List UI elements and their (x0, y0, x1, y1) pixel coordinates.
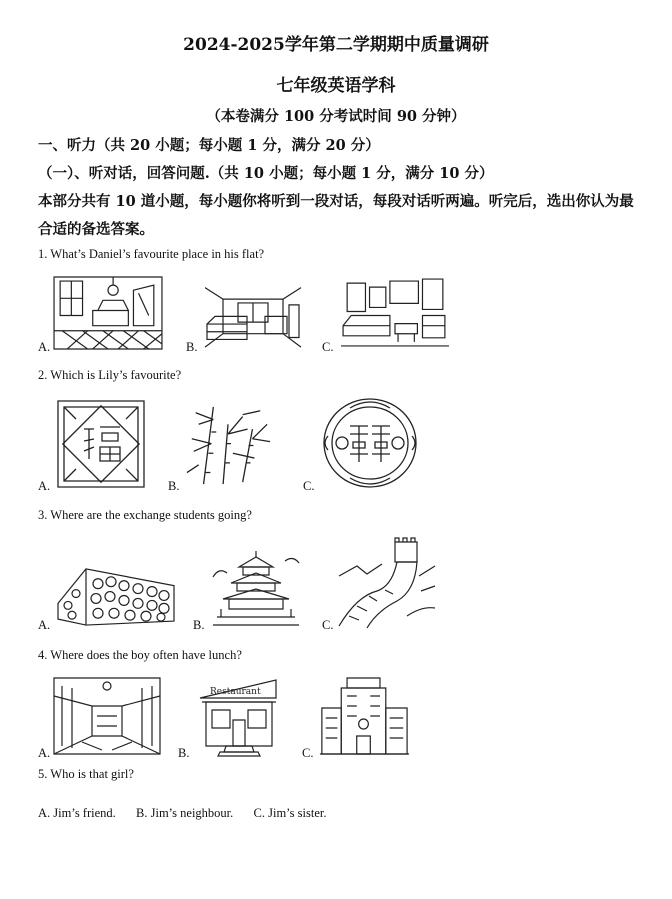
svg-text:Restaurant: Restaurant (210, 687, 261, 697)
q3-option-a-label[interactable]: A. (38, 618, 51, 632)
bedroom-picture[interactable] (203, 278, 303, 350)
exam-title: 2024-2025学年第二学期期中质量调研 (183, 35, 489, 55)
great-wall-picture[interactable] (337, 536, 437, 631)
canteen-picture[interactable] (52, 676, 162, 756)
q1-option-c-label[interactable]: C. (322, 340, 334, 354)
bamboo-painting-picture[interactable] (184, 405, 272, 487)
question-3-text: Where are the exchange students going? (50, 508, 252, 522)
question-2-text: Which is Lily’s favourite? (50, 368, 182, 382)
q5-option-a[interactable] (38, 806, 119, 820)
living-room-picture[interactable] (52, 275, 164, 351)
question-4-text: Where does the boy often have lunch? (50, 648, 242, 662)
question-2-number: 2. (38, 368, 48, 382)
question-2 (38, 368, 181, 383)
question-5-number: 5. (38, 767, 48, 781)
hospital-building-picture[interactable] (318, 676, 410, 756)
q1-option-a-label[interactable]: A. (38, 340, 51, 354)
fu-character-papercut-picture[interactable] (56, 399, 146, 489)
restaurant-picture[interactable] (196, 672, 281, 757)
question-1-number: 1. (38, 247, 48, 261)
q5-option-c[interactable] (254, 806, 327, 820)
q5-option-b-label: B. (136, 806, 148, 820)
q1-option-b-label[interactable]: B. (186, 340, 198, 354)
q5-option-c-label: C. (253, 806, 265, 820)
sitting-room-picture[interactable] (339, 275, 451, 351)
question-3-number: 3. (38, 508, 48, 522)
q3-option-c-label[interactable]: C. (322, 618, 334, 632)
q2-option-c-label[interactable]: C. (303, 479, 315, 493)
question-5 (38, 767, 134, 782)
q5-option-a-label: A. (38, 806, 51, 820)
exam-subject: 七年级英语学科 (276, 76, 396, 96)
q5-option-b[interactable] (136, 806, 236, 820)
q5-option-c-text: Jim’s sister. (268, 806, 327, 820)
q2-option-a-label[interactable]: A. (38, 479, 51, 493)
question-3 (38, 508, 252, 523)
q5-options (38, 806, 326, 821)
q3-option-b-label[interactable]: B. (193, 618, 205, 632)
temple-of-heaven-picture[interactable] (209, 547, 304, 632)
question-5-text: Who is that girl? (50, 767, 134, 781)
q4-option-a-label[interactable]: A. (38, 746, 51, 760)
question-1-text: What’s Daniel’s favourite place in his flat? (50, 247, 265, 261)
q5-option-b-text: Jim’s neighbour. (150, 806, 234, 820)
exam-note: （本卷满分 100 分考试时间 90 分钟） (206, 108, 466, 125)
q4-option-c-label[interactable]: C. (302, 746, 314, 760)
question-1 (38, 247, 264, 262)
q5-option-a-text: Jim’s friend. (53, 806, 116, 820)
q2-option-b-label[interactable]: B. (168, 479, 180, 493)
water-cube-picture[interactable] (56, 564, 176, 628)
section-listening-heading: 一、听力（共 20 小题；每小题 1 分，满分 20 分） (38, 137, 380, 154)
q4-option-b-label[interactable]: B. (178, 746, 190, 760)
question-4-number: 4. (38, 648, 48, 662)
part1-heading: （一）、听对话，回答问题.（共 10 小题；每小题 1 分，满分 10 分） (38, 165, 494, 182)
instructions-line2: 合适的备选答案。 (38, 221, 154, 238)
instructions-line1: 本部分共有 10 道小题，每小题你将听到一段对话，每段对话听两遍。听完后，选出你认为最 (38, 193, 634, 210)
question-4 (38, 648, 242, 663)
double-happiness-papercut-picture[interactable] (320, 396, 420, 491)
